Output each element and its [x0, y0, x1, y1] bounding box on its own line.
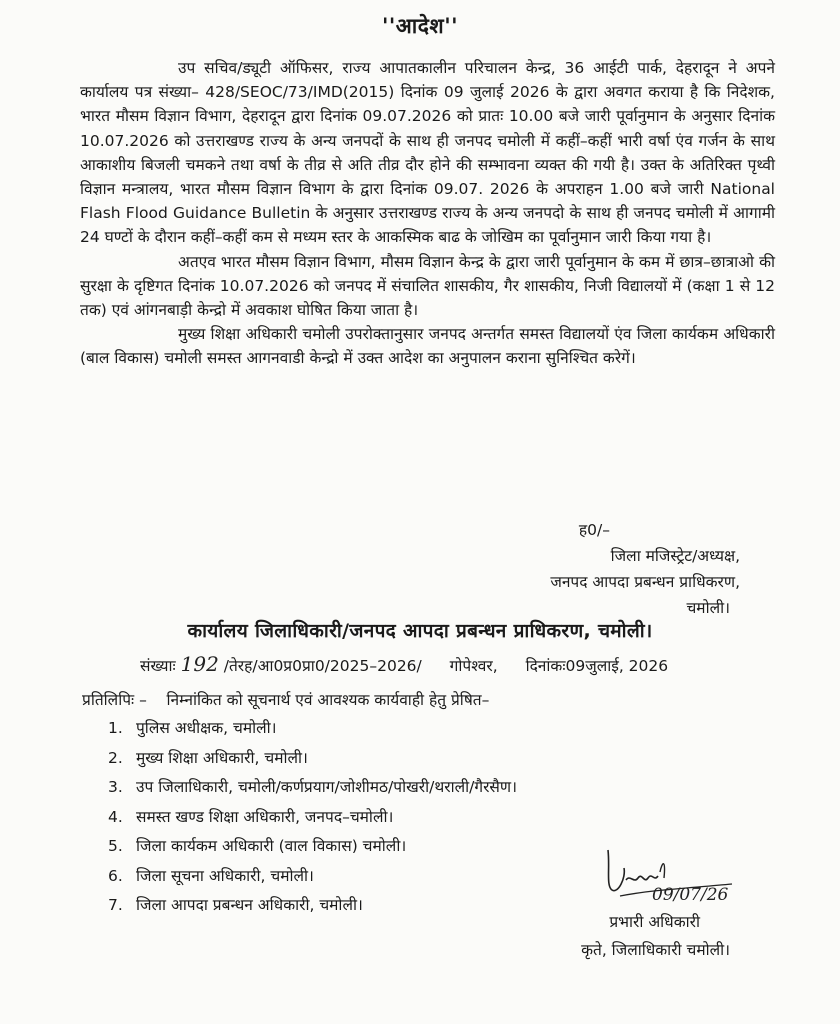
ref-place: गोपेश्वर,	[449, 657, 498, 675]
paragraph-2: अतएव भारत मौसम विज्ञान विभाग, मौसम विज्ञान केन्द्र के द्वारा जारी पूर्वानुमान के कम में छात्र–छात्राओ की सुरक्षा के दृष्टिगत दिनांक 10.07.2026 को जनपद में संचालित शासकीय, गैर शासकीय, निजी विद्यालयों में (कक्षा 1 से 12 तक) एवं आंगनबाड़ी केन्द्रो में अवकाश घोषित किया जाता है।	[80, 252, 775, 320]
order-title: ''आदेश''	[381, 14, 459, 38]
copy-to-text: निम्नांकित को सूचनार्थ एवं आवश्यक कार्यवाही हेतु प्रेषित–	[166, 691, 490, 709]
list-item: 4. समस्त खण्ड शिक्षा अधिकारी, जनपद–चमोली।	[108, 807, 394, 826]
signoff-line-1: ह0/–	[578, 521, 610, 539]
signoff-line-3: जनपद आपदा प्रबन्धन प्राधिकरण,	[550, 573, 740, 591]
office-heading: कार्यालय जिलाधिकारी/जनपद आपदा प्रबन्धन प्राधिकरण, चमोली।	[187, 620, 653, 642]
paragraph-3: मुख्य शिक्षा अधिकारी चमोली उपरोक्तानुसार जनपद अन्तर्गत समस्त विद्यालयों एंव जिला कार्यकम अधिकारी (बाल विकास) चमोली समस्त आगनवाडी केन्द्रो में उक्त आदेश का अनुपालन कराना सुनिश्चित करेगें।	[80, 325, 775, 368]
signoff-line-4: चमोली।	[686, 599, 730, 617]
copy-to-line	[82, 688, 489, 710]
ref-label: संख्याः	[140, 657, 176, 675]
ref-file: /तेरह/आ0प्र0प्रा0/2025–2026/	[223, 657, 422, 675]
paragraph-1: उप सचिव/ड्यूटी ऑफिसर, राज्य आपातकालीन परिचालन केन्द्र, 36 आईटी पार्क, देहरादून ने अपने कार्यालय पत्र संख्या– 428/SEOC/73/IMD(2015) दिनांक 09 जुलाई 2026 के द्वारा अवगत कराया है कि निदेशक, भारत मौसम विज्ञान विभाग, देहरादून द्वारा दिनांक 09.07.2026 को प्रातः 10.00 बजे जारी पूर्वानुमान के अनुसार दिनांक 10.07.2026 को उत्तराखण्ड राज्य के अन्य जनपदों के साथ ही जनपद चमोली में कहीं–कहीं भारी वर्षा एंव गर्जन के साथ आकाशीय बिजली चमकने तथा वर्षा के तीव्र से अति तीव्र दौर होने की सम्भावना व्यक्त की गयी है। उक्त के अतिरिक्त पृथ्वी विज्ञान मन्त्रालय, भारत मौसम विज्ञान विभाग के द्वारा दिनांक 09.07. 2026 के अपराहन 1.00 बजे जारी National Flash Flood Guidance Bulletin के अनुसार उत्तराखण्ड राज्य के अन्य जनपदो के साथ ही जनपद चमोली में आगामी 24 घण्टों के दौरान कहीं–कहीं कम से मध्यम स्तर के आकस्मिक बाढ के जोखिम का पूर्वानुमान जारी किया गया है।	[80, 59, 775, 247]
list-item: 7. जिला आपदा प्रबन्धन अधिकारी, चमोली।	[108, 896, 363, 914]
order-body	[80, 56, 775, 371]
list-item: 5. जिला कार्यकम अधिकारी (वाल विकास) चमोली।	[108, 837, 407, 855]
handwritten-signature	[600, 838, 740, 908]
copy-to-list	[108, 714, 517, 921]
reference-line	[140, 652, 740, 676]
final-sign-line-1: प्रभारी अधिकारी	[609, 913, 700, 931]
incharge-signoff	[581, 908, 730, 964]
list-item: 2. मुख्य शिक्षा अधिकारी, चमोली।	[108, 748, 308, 767]
list-item: 3. उप जिलाधिकारी, चमोली/कर्णप्रयाग/जोशीमठ/पोखरी/थराली/गैरसैण।	[108, 778, 517, 796]
list-item: 6. जिला सूचना अधिकारी, चमोली।	[108, 866, 314, 885]
signoff-line-2: जिला मजिस्ट्रेट/अध्यक्ष,	[610, 547, 740, 565]
list-item: 1. पुलिस अधीक्षक, चमोली।	[108, 719, 277, 737]
magistrate-signoff	[550, 517, 740, 621]
final-sign-line-2: कृते, जिलाधिकारी चमोली।	[581, 941, 730, 959]
ref-number: 192	[180, 652, 219, 676]
svg-text:09/07/26: 09/07/26	[652, 885, 729, 905]
ref-date-label: दिनांकः	[525, 657, 566, 675]
ref-date: 09जुलाई, 2026	[565, 657, 669, 675]
copy-to-label: प्रतिलिपिः –	[82, 691, 147, 709]
